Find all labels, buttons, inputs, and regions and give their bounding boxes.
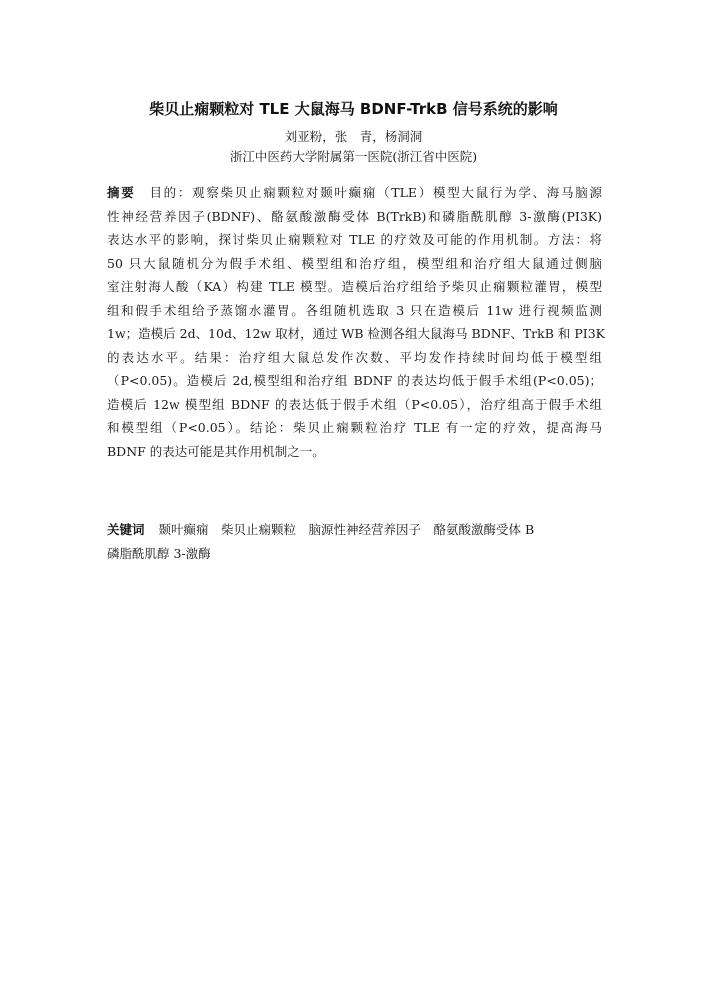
abstract-line: 性神经营养因子(BDNF)、酪氨酸激酶受体 B(TrkB)和磷脂酰肌醇 3-激酶(PI3K) xyxy=(107,208,602,224)
keywords-line: 磷脂酰肌醇 3-激酶 xyxy=(107,545,211,561)
author-list: 刘亚粉，张 青，杨洞洞 xyxy=(284,129,423,144)
abstract-line: 50 只大鼠随机分为假手术组、模型组和治疗组，模型组和治疗组大鼠通过侧脑 xyxy=(107,255,602,271)
abstract-line: 表达水平的影响，探讨柴贝止痫颗粒对 TLE 的疗效及可能的作用机制。方法：将 xyxy=(107,232,602,247)
paper-title: 柴贝止痫颗粒对 TLE 大鼠海马 BDNF-TrkB 信号系统的影响 xyxy=(149,100,558,118)
abstract-line: 的表达水平。结果：治疗组大鼠总发作次数、平均发作持续时间均低于模型组 xyxy=(107,349,602,365)
keywords-line xyxy=(107,518,602,542)
abstract-line: 1w；造模后 2d、10d、12w 取材，通过 WB 检测各组大鼠海马 BDNF、TrkB 和 PI3K xyxy=(107,326,605,341)
keywords-text: 颞叶癫痫 柴贝止痫颗粒 脑源性神经营养因子 酪氨酸激酶受体 B xyxy=(158,522,535,537)
abstract-line: 室注射海人酸（KA）构建 TLE 模型。造模后治疗组给予柴贝止痫颗粒灌胃，模型 xyxy=(107,279,602,294)
keywords-label: 关键词 xyxy=(107,522,145,537)
abstract-line: BDNF 的表达可能是其作用机制之一。 xyxy=(107,443,325,459)
abstract-line: 造模后 12w 模型组 BDNF 的表达低于假手术组（P<0.05），治疗组高于假手术组 xyxy=(107,396,602,412)
abstract-label: 摘要 xyxy=(107,185,136,200)
abstract-line: （P<0.05)。造模后 2d,模型组和治疗组 BDNF 的表达均低于假手术组(P<0.05)； xyxy=(107,373,602,388)
keywords-section xyxy=(107,518,602,565)
abstract-line xyxy=(107,181,602,205)
abstract-line: 组和假手术组给予蒸馏水灌胃。各组随机选取 3 只在造模后 11w 进行视频监测 xyxy=(107,302,602,318)
abstract-text: 目的：观察柴贝止痫颗粒对颞叶癫痫（TLE）模型大鼠行为学、海马脑源 xyxy=(149,185,602,200)
abstract-line: 和模型组（P<0.05）。结论：柴贝止痫颗粒治疗 TLE 有一定的疗效，提高海马 xyxy=(107,420,602,435)
abstract-section xyxy=(107,181,605,463)
affiliation: 浙江中医药大学附属第一医院(浙江省中医院) xyxy=(229,149,478,164)
